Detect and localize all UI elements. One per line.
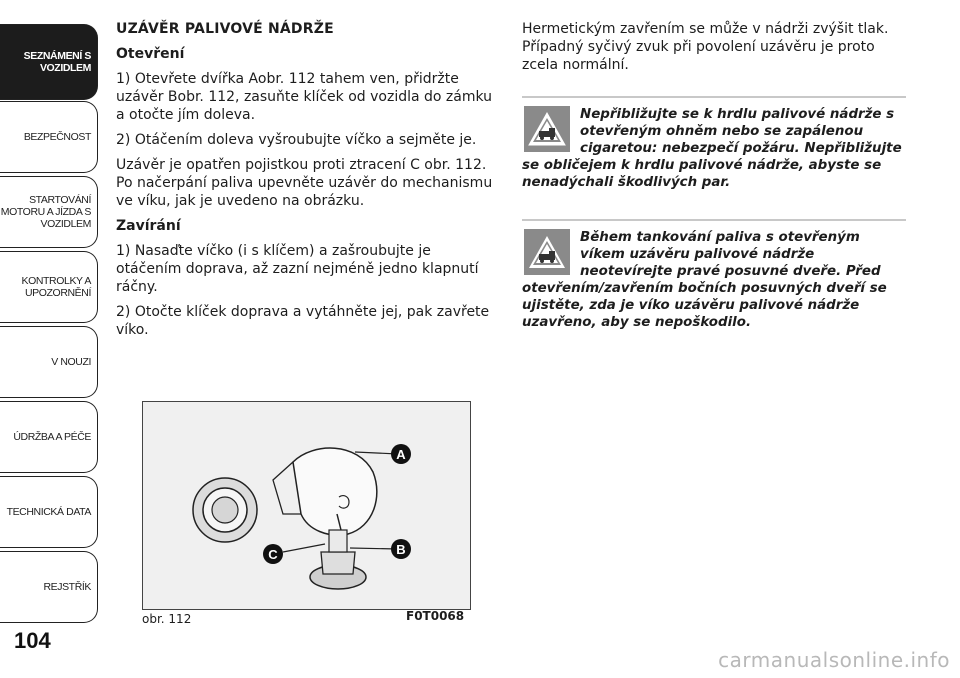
right-column <box>522 20 906 81</box>
warning-text-1: Nepřibližujte se k hrdlu palivové nádrže s otevřeným ohněm nebo se zapálenou cigaretou: nebezpečí požáru. Nepřibližujte se obličejem k hrdlu palivové nádrže, abyste se nenadýchali škodlivých par. <box>522 107 902 190</box>
opening-step-2: 2) Otáčením doleva vyšroubujte víčko a sejměte je. <box>116 132 477 148</box>
watermark: carmanualsonline.info <box>718 648 950 672</box>
closing-step-2: 2) Otočte klíček doprava a vytáhněte jej, pak zavřete víko. <box>116 304 490 338</box>
tab-rejstrik[interactable] <box>0 551 98 623</box>
chapter-sidebar <box>0 0 100 678</box>
tab-label: STARTOVÁNÍ MOTORU A JÍZDA S VOZIDLEM <box>0 194 91 230</box>
fuel-cap-drawing <box>143 402 470 609</box>
opening-note: Uzávěr je opatřen pojistkou proti ztracení C obr. 112. Po načerpání paliva upevněte uzávěr do mechanismu ve víku, jak je uvedeno na obrázku. <box>116 157 493 209</box>
closing-heading: Zavírání <box>116 218 181 234</box>
tab-v-nouzi[interactable] <box>0 326 98 398</box>
page-number: 104 <box>14 628 51 653</box>
section-title: UZÁVĚR PALIVOVÉ NÁDRŽE <box>116 21 334 37</box>
svg-text:B: B <box>396 542 406 557</box>
figure-caption: obr. 112 <box>142 612 192 626</box>
warning-text-2: Během tankování paliva s otevřeným víkem uzávěru palivové nádrže neotevírejte pravé posuvné dveře. Před otevřením/zavřením bočních posuvných dveří se ujistěte, zda je víko uzávěru palivové nádrže uzavřeno, aby se nepoškodilo. <box>522 230 887 330</box>
tab-bezpecnost[interactable] <box>0 101 98 173</box>
opening-heading: Otevření <box>116 46 185 62</box>
warning-box-fire <box>522 96 906 191</box>
tab-label: ÚDRŽBA A PÉČE <box>13 431 91 443</box>
callout-a <box>391 444 411 464</box>
tab-label: KONTROLKY A UPOZORNĚNÍ <box>21 275 91 299</box>
tab-label: SEZNÁMENÍ S VOZIDLEM <box>23 50 91 74</box>
tab-label: REJSTŘÍK <box>43 581 91 593</box>
intro-paragraph: Hermetickým zavřením se může v nádrži zvýšit tlak. Případný syčivý zvuk při povolení uzávěru je proto zcela normální. <box>522 21 889 73</box>
figure-code: F0T0068 <box>406 609 465 623</box>
warning-triangle-icon <box>524 229 570 275</box>
fuel-cap-illustration <box>142 401 471 610</box>
tab-seznameni-s-vozidlem[interactable] <box>0 24 98 100</box>
svg-text:A: A <box>396 447 406 462</box>
tab-technicka-data[interactable] <box>0 476 98 548</box>
closing-step-1: 1) Nasaďte víčko (i s klíčem) a zašroubujte je otáčením doprava, až zazní nejméně jedno klapnutí ráčny. <box>116 243 479 295</box>
tab-kontrolky[interactable] <box>0 251 98 323</box>
tab-startovani[interactable] <box>0 176 98 248</box>
tab-label: BEZPEČNOST <box>23 131 91 143</box>
tab-label: V NOUZI <box>51 356 91 368</box>
warning-triangle-icon <box>524 106 570 152</box>
tab-udrzba[interactable] <box>0 401 98 473</box>
left-column <box>116 20 496 346</box>
svg-text:C: C <box>268 547 278 562</box>
warning-box-sliding-door <box>522 219 906 331</box>
callout-b <box>391 539 411 559</box>
callout-c <box>263 544 283 564</box>
tab-label: TECHNICKÁ DATA <box>6 506 91 518</box>
opening-step-1: 1) Otevřete dvířka Aobr. 112 tahem ven, přidržte uzávěr Bobr. 112, zasuňte klíček od vozidla do zámku a otočte jím doleva. <box>116 71 493 123</box>
